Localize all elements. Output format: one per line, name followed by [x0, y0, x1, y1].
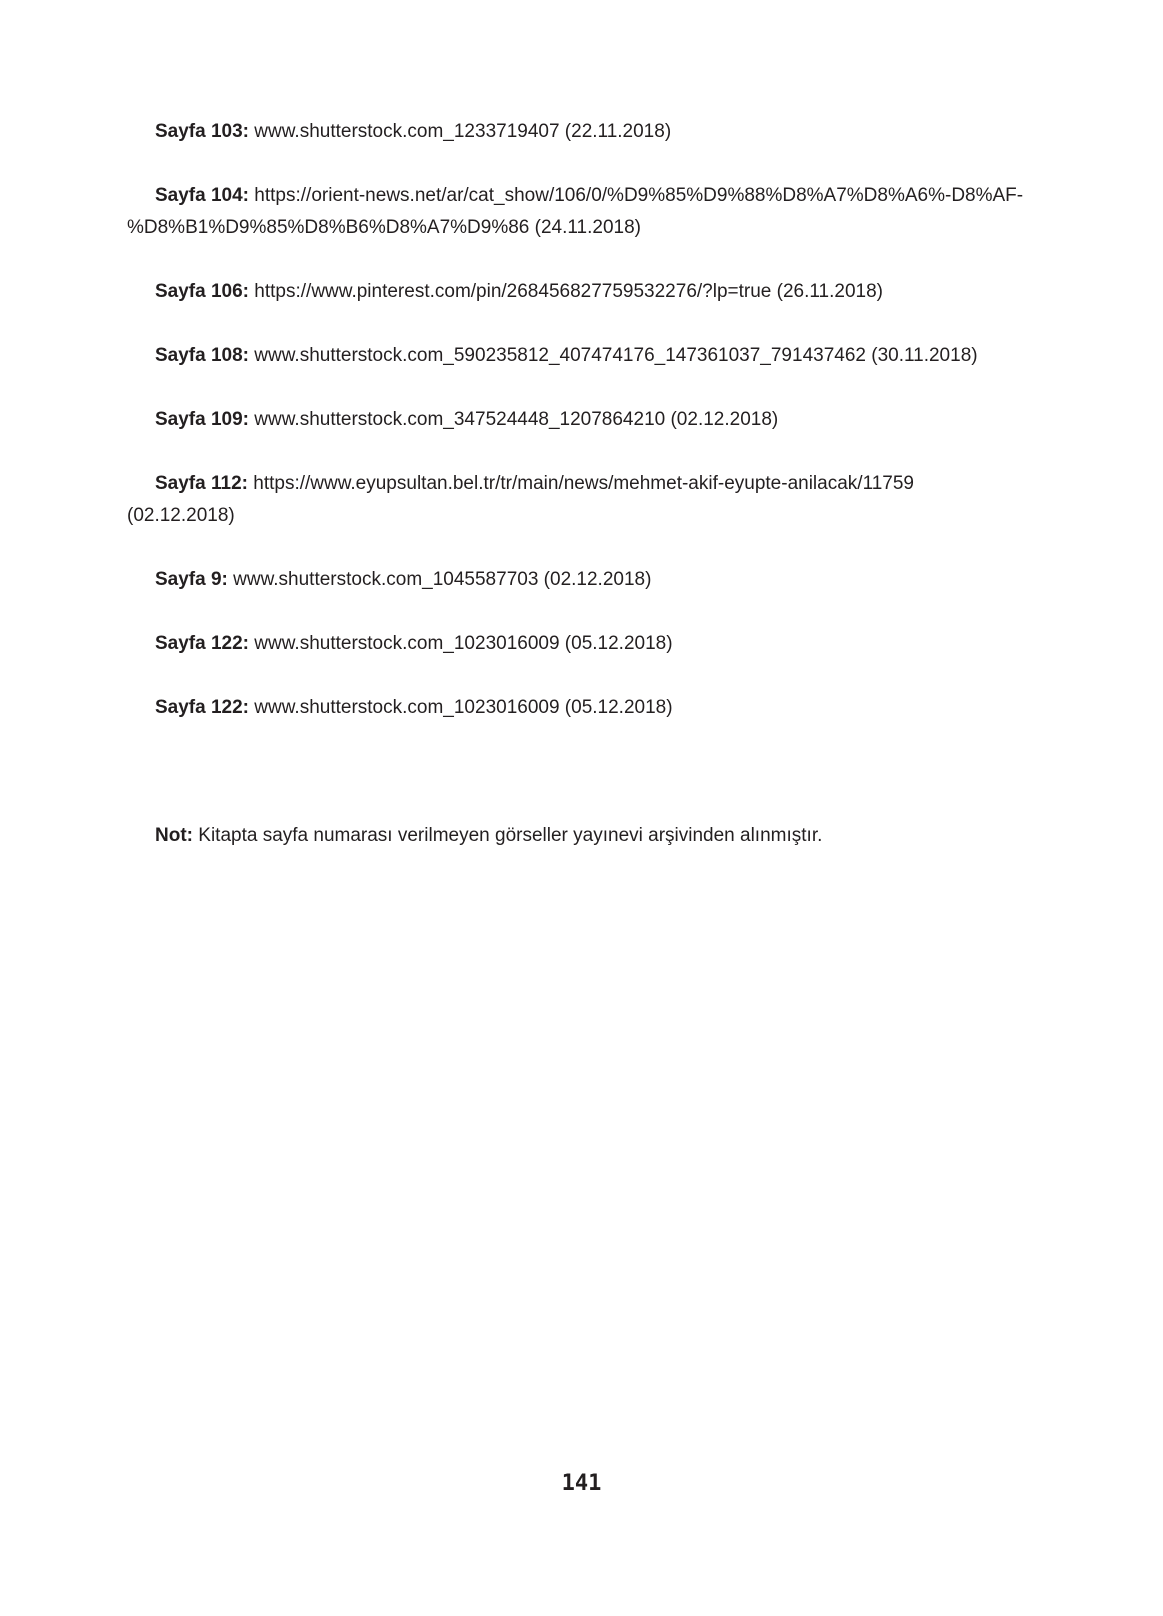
entry-label: Sayfa 108:: [155, 345, 250, 366]
source-entry: [127, 340, 1027, 372]
entry-text: www.shutterstock.com_590235812_407474176_147361037_791437462 (30.11.2018): [254, 345, 978, 366]
entry-label: Sayfa 106:: [155, 281, 250, 302]
entry-label: Sayfa 122:: [155, 697, 250, 718]
entry-text: www.shutterstock.com_347524448_1207864210 (02.12.2018): [254, 409, 779, 430]
note-label: Not:: [155, 825, 193, 846]
page-number: 141: [561, 1471, 602, 1496]
entry-text: https://orient-news.net/ar/cat_show/106/0/%D9%85%D9%88%D8%A7%D8%A6%-D8%AF-%D8%B1%D9%85%D8%B6%D8%A7%D9%86 (24.11.2018): [127, 185, 1024, 238]
entry-text: www.shutterstock.com_1045587703 (02.12.2018): [233, 569, 652, 590]
source-entry: [127, 116, 1027, 148]
entry-label: Sayfa 104:: [155, 185, 250, 206]
entry-text: https://www.pinterest.com/pin/268456827759532276/?lp=true (26.11.2018): [254, 281, 883, 302]
source-entry: [127, 180, 1027, 244]
source-entry: [127, 628, 1027, 660]
source-entry: [127, 564, 1027, 596]
entry-label: Sayfa 103:: [155, 121, 250, 142]
entry-label: Sayfa 9:: [155, 569, 228, 590]
entry-label: Sayfa 122:: [155, 633, 250, 654]
entry-label: Sayfa 109:: [155, 409, 250, 430]
source-entry: [127, 276, 1027, 308]
source-entry: [127, 692, 1027, 724]
entry-text: www.shutterstock.com_1023016009 (05.12.2018): [254, 633, 673, 654]
entry-text: www.shutterstock.com_1233719407 (22.11.2018): [254, 121, 672, 142]
note-text: Kitapta sayfa numarası verilmeyen görseller yayınevi arşivinden alınmıştır.: [198, 825, 823, 846]
entry-text: www.shutterstock.com_1023016009 (05.12.2018): [254, 697, 673, 718]
source-entry: [127, 468, 1027, 532]
note-paragraph: [127, 820, 1027, 852]
sources-list: [127, 116, 1027, 852]
entry-text: https://www.eyupsultan.bel.tr/tr/main/news/mehmet-akif-eyupte-anilacak/11759 (02.12.2018): [127, 473, 914, 526]
source-entry: [127, 404, 1027, 436]
entry-label: Sayfa 112:: [155, 473, 248, 494]
